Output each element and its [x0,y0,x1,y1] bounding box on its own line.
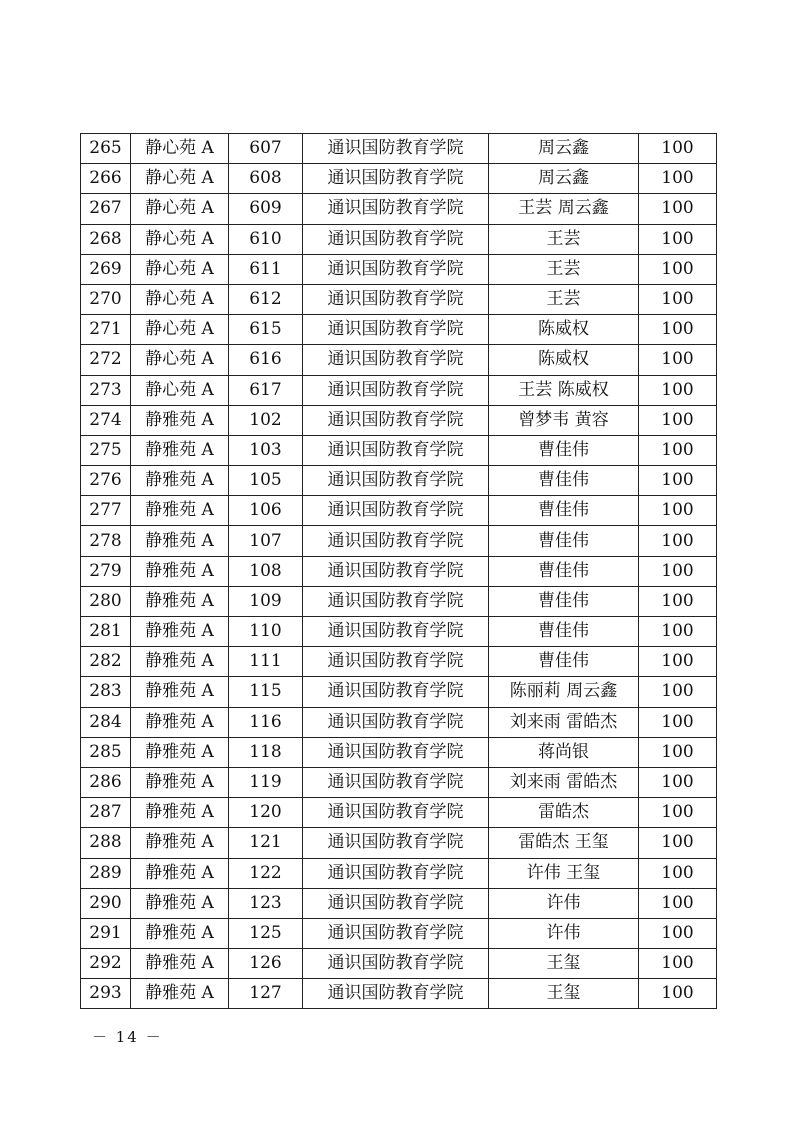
college-cell: 通识国防教育学院 [303,224,489,254]
college-cell: 通识国防教育学院 [303,496,489,526]
row-number-cell: 280 [81,586,131,616]
room-number-cell: 125 [229,918,303,948]
room-number-cell: 612 [229,284,303,314]
tutor-cell: 王芸 [489,224,639,254]
college-cell: 通识国防教育学院 [303,405,489,435]
score-cell: 100 [639,194,717,224]
room-number-cell: 111 [229,647,303,677]
building-cell: 静心苑 A [131,375,229,405]
building-cell: 静心苑 A [131,224,229,254]
building-cell: 静雅苑 A [131,828,229,858]
room-number-cell: 107 [229,526,303,556]
row-number-cell: 269 [81,254,131,284]
building-cell: 静心苑 A [131,194,229,224]
tutor-cell: 王芸 周云鑫 [489,194,639,224]
college-cell: 通识国防教育学院 [303,949,489,979]
tutor-cell: 曹佳伟 [489,496,639,526]
tutor-cell: 曹佳伟 [489,526,639,556]
building-cell: 静雅苑 A [131,979,229,1009]
tutor-cell: 刘来雨 雷皓杰 [489,767,639,797]
building-cell: 静心苑 A [131,254,229,284]
score-cell: 100 [639,858,717,888]
tutor-cell: 曹佳伟 [489,586,639,616]
building-cell: 静雅苑 A [131,798,229,828]
tutor-cell: 王玺 [489,979,639,1009]
college-cell: 通识国防教育学院 [303,979,489,1009]
college-cell: 通识国防教育学院 [303,254,489,284]
table-row [81,556,717,586]
table-row [81,767,717,797]
room-number-cell: 608 [229,164,303,194]
table-row [81,345,717,375]
row-number-cell: 293 [81,979,131,1009]
tutor-cell: 陈威权 [489,345,639,375]
score-cell: 100 [639,466,717,496]
room-number-cell: 122 [229,858,303,888]
room-number-cell: 109 [229,586,303,616]
college-cell: 通识国防教育学院 [303,918,489,948]
table-row [81,858,717,888]
score-cell: 100 [639,556,717,586]
college-cell: 通识国防教育学院 [303,315,489,345]
table-row [81,405,717,435]
room-number-cell: 609 [229,194,303,224]
table-row [81,979,717,1009]
tutor-cell: 雷皓杰 王玺 [489,828,639,858]
tutor-cell: 曹佳伟 [489,647,639,677]
tutor-cell: 王芸 陈威权 [489,375,639,405]
college-cell: 通识国防教育学院 [303,435,489,465]
table-row [81,798,717,828]
tutor-cell: 陈威权 [489,315,639,345]
score-cell: 100 [639,647,717,677]
row-number-cell: 271 [81,315,131,345]
building-cell: 静雅苑 A [131,677,229,707]
table-row [81,134,717,164]
score-cell: 100 [639,435,717,465]
table-row [81,707,717,737]
score-cell: 100 [639,284,717,314]
room-number-cell: 126 [229,949,303,979]
college-cell: 通识国防教育学院 [303,134,489,164]
score-cell: 100 [639,949,717,979]
room-number-cell: 611 [229,254,303,284]
row-number-cell: 273 [81,375,131,405]
room-number-cell: 607 [229,134,303,164]
row-number-cell: 282 [81,647,131,677]
score-cell: 100 [639,798,717,828]
college-cell: 通识国防教育学院 [303,164,489,194]
room-number-cell: 110 [229,617,303,647]
row-number-cell: 281 [81,617,131,647]
score-cell: 100 [639,617,717,647]
building-cell: 静雅苑 A [131,949,229,979]
row-number-cell: 291 [81,918,131,948]
tutor-cell: 周云鑫 [489,134,639,164]
row-number-cell: 292 [81,949,131,979]
row-number-cell: 268 [81,224,131,254]
score-cell: 100 [639,586,717,616]
building-cell: 静雅苑 A [131,707,229,737]
college-cell: 通识国防教育学院 [303,617,489,647]
score-cell: 100 [639,375,717,405]
table-row [81,526,717,556]
table-row [81,284,717,314]
table-row [81,496,717,526]
room-number-cell: 118 [229,737,303,767]
room-number-cell: 615 [229,315,303,345]
room-number-cell: 120 [229,798,303,828]
table-row [81,315,717,345]
page-number: － 14 － [92,1028,163,1046]
building-cell: 静心苑 A [131,315,229,345]
room-number-cell: 610 [229,224,303,254]
table-row [81,647,717,677]
building-cell: 静雅苑 A [131,405,229,435]
score-cell: 100 [639,254,717,284]
tutor-cell: 许伟 王玺 [489,858,639,888]
row-number-cell: 290 [81,888,131,918]
college-cell: 通识国防教育学院 [303,707,489,737]
college-cell: 通识国防教育学院 [303,586,489,616]
tutor-cell: 王芸 [489,254,639,284]
tutor-cell: 刘来雨 雷皓杰 [489,707,639,737]
score-cell: 100 [639,526,717,556]
row-number-cell: 276 [81,466,131,496]
table-row [81,375,717,405]
college-cell: 通识国防教育学院 [303,345,489,375]
table-row [81,737,717,767]
college-cell: 通识国防教育学院 [303,767,489,797]
building-cell: 静雅苑 A [131,647,229,677]
building-cell: 静心苑 A [131,345,229,375]
tutor-cell: 曹佳伟 [489,617,639,647]
row-number-cell: 289 [81,858,131,888]
college-cell: 通识国防教育学院 [303,556,489,586]
college-cell: 通识国防教育学院 [303,858,489,888]
college-cell: 通识国防教育学院 [303,828,489,858]
score-cell: 100 [639,707,717,737]
row-number-cell: 267 [81,194,131,224]
score-cell: 100 [639,496,717,526]
building-cell: 静雅苑 A [131,496,229,526]
tutor-cell: 许伟 [489,888,639,918]
row-number-cell: 288 [81,828,131,858]
college-cell: 通识国防教育学院 [303,526,489,556]
room-number-cell: 106 [229,496,303,526]
room-number-cell: 115 [229,677,303,707]
row-number-cell: 274 [81,405,131,435]
college-cell: 通识国防教育学院 [303,677,489,707]
college-cell: 通识国防教育学院 [303,647,489,677]
score-cell: 100 [639,828,717,858]
room-number-cell: 116 [229,707,303,737]
table-row [81,224,717,254]
row-number-cell: 284 [81,707,131,737]
room-number-cell: 102 [229,405,303,435]
row-number-cell: 272 [81,345,131,375]
score-cell: 100 [639,979,717,1009]
row-number-cell: 278 [81,526,131,556]
room-number-cell: 617 [229,375,303,405]
row-number-cell: 265 [81,134,131,164]
tutor-cell: 曹佳伟 [489,556,639,586]
tutor-cell: 曹佳伟 [489,466,639,496]
tutor-cell: 雷皓杰 [489,798,639,828]
row-number-cell: 287 [81,798,131,828]
building-cell: 静心苑 A [131,164,229,194]
tutor-cell: 曹佳伟 [489,435,639,465]
college-cell: 通识国防教育学院 [303,284,489,314]
row-number-cell: 283 [81,677,131,707]
tutor-cell: 许伟 [489,918,639,948]
tutor-cell: 陈丽莉 周云鑫 [489,677,639,707]
dormitory-score-table [80,133,717,1009]
row-number-cell: 270 [81,284,131,314]
score-cell: 100 [639,918,717,948]
score-cell: 100 [639,224,717,254]
college-cell: 通识国防教育学院 [303,466,489,496]
score-cell: 100 [639,315,717,345]
table-row [81,888,717,918]
table-row [81,828,717,858]
tutor-cell: 蒋尚银 [489,737,639,767]
building-cell: 静雅苑 A [131,466,229,496]
score-cell: 100 [639,345,717,375]
score-cell: 100 [639,164,717,194]
table-row [81,466,717,496]
college-cell: 通识国防教育学院 [303,375,489,405]
row-number-cell: 286 [81,767,131,797]
score-cell: 100 [639,737,717,767]
score-cell: 100 [639,677,717,707]
building-cell: 静雅苑 A [131,617,229,647]
building-cell: 静心苑 A [131,134,229,164]
room-number-cell: 121 [229,828,303,858]
college-cell: 通识国防教育学院 [303,888,489,918]
row-number-cell: 277 [81,496,131,526]
room-number-cell: 103 [229,435,303,465]
room-number-cell: 127 [229,979,303,1009]
score-cell: 100 [639,134,717,164]
table-row [81,918,717,948]
row-number-cell: 279 [81,556,131,586]
building-cell: 静心苑 A [131,284,229,314]
table-row [81,586,717,616]
row-number-cell: 266 [81,164,131,194]
table-row [81,435,717,465]
score-cell: 100 [639,405,717,435]
building-cell: 静雅苑 A [131,858,229,888]
table-row [81,617,717,647]
college-cell: 通识国防教育学院 [303,194,489,224]
building-cell: 静雅苑 A [131,918,229,948]
table-row [81,254,717,284]
tutor-cell: 王玺 [489,949,639,979]
room-number-cell: 105 [229,466,303,496]
building-cell: 静雅苑 A [131,737,229,767]
table-body [81,134,717,1009]
score-cell: 100 [639,767,717,797]
table-row [81,949,717,979]
building-cell: 静雅苑 A [131,586,229,616]
score-cell: 100 [639,888,717,918]
college-cell: 通识国防教育学院 [303,737,489,767]
table-row [81,164,717,194]
table-row [81,677,717,707]
building-cell: 静雅苑 A [131,767,229,797]
tutor-cell: 王芸 [489,284,639,314]
table-row [81,194,717,224]
building-cell: 静雅苑 A [131,556,229,586]
room-number-cell: 119 [229,767,303,797]
tutor-cell: 周云鑫 [489,164,639,194]
tutor-cell: 曾梦韦 黄容 [489,405,639,435]
row-number-cell: 275 [81,435,131,465]
college-cell: 通识国防教育学院 [303,798,489,828]
room-number-cell: 108 [229,556,303,586]
building-cell: 静雅苑 A [131,888,229,918]
building-cell: 静雅苑 A [131,526,229,556]
room-number-cell: 616 [229,345,303,375]
row-number-cell: 285 [81,737,131,767]
room-number-cell: 123 [229,888,303,918]
building-cell: 静雅苑 A [131,435,229,465]
